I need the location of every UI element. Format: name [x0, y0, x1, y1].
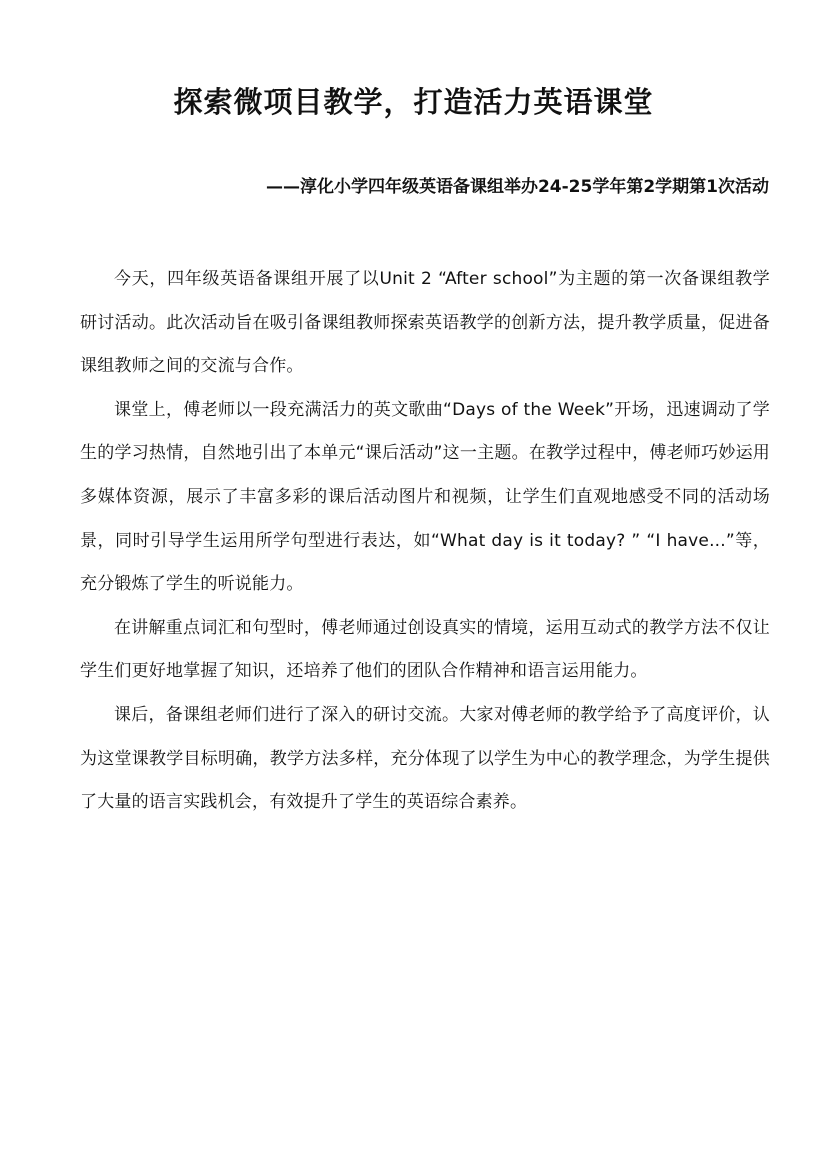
- document-body: [80, 258, 770, 825]
- body-paragraph: 今天，四年级英语备课组开展了以Unit 2 “After school”为主题的第一次备课组教学研讨活动。此次活动旨在吸引备课组教师探索英语教学的创新方法，提升教学质量，促进备课组教师之间的交流与合作。: [80, 269, 770, 377]
- body-paragraph: 在讲解重点词汇和句型时，傅老师通过创设真实的情境，运用互动式的教学方法不仅让学生们更好地掌握了知识，还培养了他们的团队合作精神和语言运用能力。: [80, 617, 770, 682]
- document-title: 探索微项目教学，打造活力英语课堂: [173, 85, 654, 119]
- body-paragraph: 课堂上，傅老师以一段充满活力的英文歌曲“Days of the Week”开场，迅速调动了学生的学习热情，自然地引出了本单元“课后活动”这一主题。在教学过程中，傅老师巧妙运用多媒体资源，展示了丰富多彩的课后活动图片和视频，让学生们直观地感受不同的活动场景，同时引导学生运用所学句型进行表达，如“What day is it today? ” “I have...”等，充分锻炼了学生的听说能力。: [80, 399, 770, 595]
- document-subtitle: ——淳化小学四年级英语备课组举办24-25学年第2学期第1次活动: [265, 177, 769, 197]
- body-paragraph: 课后，备课组老师们进行了深入的研讨交流。大家对傅老师的教学给予了高度评价，认为这堂课教学目标明确，教学方法多样，充分体现了以学生为中心的教学理念，为学生提供了大量的语言实践机会，有效提升了学生的英语综合素养。: [80, 704, 770, 813]
